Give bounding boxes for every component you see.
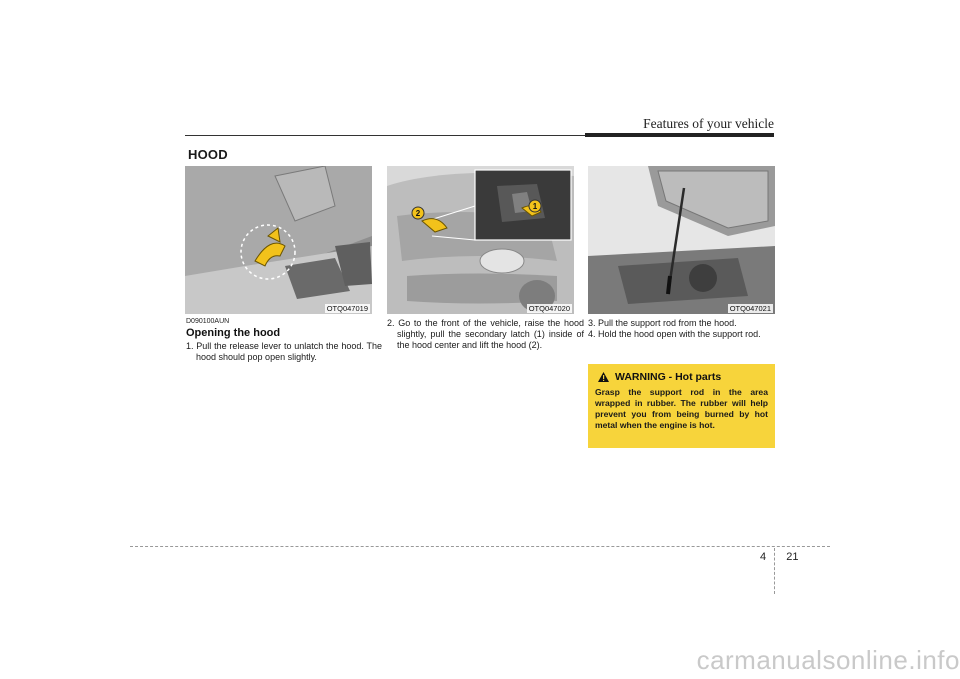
watermark: carmanualsonline.info [696, 645, 960, 675]
warning-triangle-icon [598, 372, 609, 382]
page-number-value: 21 [786, 551, 799, 563]
callout-latch-number: 1 [532, 202, 538, 211]
running-header: Features of your vehicle [643, 116, 774, 131]
figure-code: OTQ047019 [326, 304, 368, 313]
page-number [760, 551, 799, 563]
warning-title: WARNING - Hot parts [615, 371, 722, 383]
callout-hood-number: 2 [415, 209, 421, 218]
step-2-text: 2. Go to the front of the vehicle, raise the hood slightly, pull the secondary latch (1) inside of the hood center and lift the hood (2). [387, 318, 584, 350]
chapter-number: 4 [760, 551, 767, 563]
step-1-text: 1. Pull the release lever to unlatch the hood. The hood should pop open slightly. [186, 341, 382, 362]
subheading-opening-hood: Opening the hood [186, 327, 281, 339]
figure-code: OTQ047021 [729, 304, 771, 313]
section-title: HOOD [188, 147, 228, 162]
footer-rule [130, 546, 830, 547]
header-rule [185, 135, 585, 136]
header-rule-accent [585, 133, 774, 137]
step-3-text: 3. Pull the support rod from the hood. [588, 318, 737, 328]
warning-heading [598, 371, 721, 383]
figure-secondary-latch [387, 166, 574, 314]
step-4-text: 4. Hold the hood open with the support rod. [588, 329, 761, 339]
figure-release-lever [185, 166, 372, 314]
document-code: D090100AUN [186, 318, 230, 325]
figure-code: OTQ047020 [528, 304, 570, 313]
warning-box [588, 364, 775, 448]
warning-text: Grasp the support rod in the area wrapped in rubber. The rubber will help prevent you from being burned by hot metal when the engine is hot. [595, 387, 768, 430]
figure-support-rod [588, 166, 775, 314]
